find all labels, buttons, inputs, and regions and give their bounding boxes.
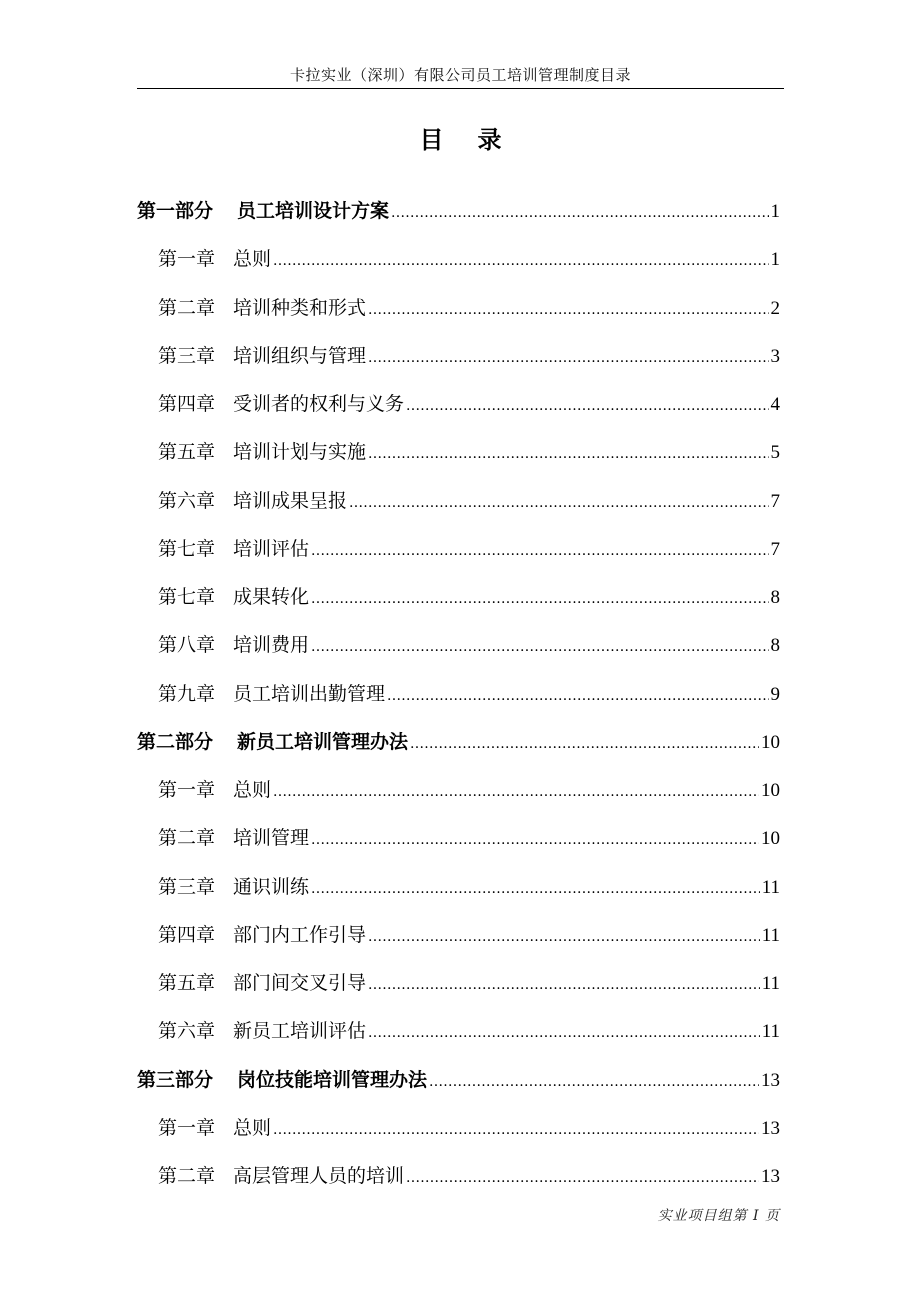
toc-entry-number: 第七章	[158, 537, 216, 560]
toc-entry-number: 第二部分	[137, 730, 214, 753]
toc-dot-leader	[349, 495, 768, 511]
header-divider	[137, 88, 784, 89]
toc-entry-number: 第九章	[158, 682, 216, 705]
toc-page-number: 13	[761, 1117, 780, 1139]
toc-dot-leader	[368, 1025, 760, 1041]
toc-page-number: 9	[770, 683, 780, 705]
toc-entry-title: 受训者的权利与义务	[233, 393, 405, 415]
toc-dot-leader	[406, 398, 768, 414]
toc-entry-title: 员工培训设计方案	[237, 200, 390, 222]
toc-page-number: 7	[770, 490, 780, 512]
toc-dot-leader	[368, 446, 768, 462]
toc-page-number: 10	[761, 828, 780, 850]
toc-entry-number: 第八章	[158, 634, 216, 657]
toc-dot-leader	[368, 977, 760, 993]
toc-entry-title: 成果转化	[233, 586, 310, 608]
toc-dot-leader	[368, 350, 768, 366]
toc-entry-title: 培训组织与管理	[233, 344, 367, 367]
toc-dot-leader	[311, 543, 768, 559]
toc-part-entry[interactable]	[137, 719, 780, 767]
toc-dot-leader	[368, 302, 768, 318]
toc-entry-title: 总则	[233, 248, 272, 271]
toc-entry-number: 第一章	[158, 779, 216, 801]
toc-chapter-entry[interactable]	[137, 478, 780, 526]
toc-dot-leader	[387, 688, 768, 704]
toc-entry-title: 部门间交叉引导	[233, 972, 367, 994]
toc-page-number: 4	[770, 394, 780, 415]
toc-page-number: 11	[761, 876, 780, 898]
toc-dot-leader	[273, 253, 768, 269]
toc-page-number: 13	[761, 1069, 780, 1091]
toc-page-number: 5	[770, 442, 780, 464]
toc-page-number: 11	[761, 924, 780, 946]
toc-chapter-entry[interactable]	[137, 864, 780, 912]
toc-entry-number: 第四章	[158, 393, 216, 415]
toc-dot-leader	[406, 1170, 759, 1186]
toc-entry-title: 培训计划与实施	[233, 441, 367, 464]
toc-entry-number: 第一章	[158, 248, 216, 271]
toc-dot-leader	[273, 784, 759, 800]
toc-chapter-entry[interactable]	[137, 574, 780, 622]
toc-entry-number: 第二章	[158, 296, 216, 319]
toc-entry-number: 第六章	[158, 1020, 216, 1043]
table-of-contents	[137, 188, 780, 1201]
toc-page-number: 3	[770, 345, 780, 367]
toc-page-number: 10	[761, 731, 780, 753]
toc-title: 目录	[419, 125, 536, 154]
toc-dot-leader	[311, 832, 759, 848]
toc-entry-number: 第二章	[158, 827, 216, 850]
toc-entry-title: 岗位技能培训管理办法	[237, 1068, 428, 1091]
toc-entry-title: 培训费用	[233, 634, 310, 657]
toc-page-number: 8	[770, 587, 780, 608]
toc-entry-number: 第七章	[158, 586, 216, 608]
toc-page-number: 11	[761, 1021, 780, 1043]
toc-entry-title: 部门内工作引导	[233, 923, 367, 946]
toc-dot-leader	[391, 205, 768, 221]
toc-part-entry[interactable]	[137, 188, 780, 236]
toc-entry-number: 第五章	[158, 972, 216, 994]
toc-dot-leader	[311, 591, 768, 607]
toc-entry-number: 第二章	[158, 1165, 216, 1187]
toc-chapter-entry[interactable]	[137, 671, 780, 719]
toc-entry-title: 通识训练	[233, 875, 310, 898]
toc-dot-leader	[368, 929, 760, 945]
toc-page-number: 1	[770, 201, 780, 222]
toc-entry-title: 新员工培训评估	[233, 1020, 367, 1043]
toc-entry-title: 培训管理	[233, 827, 310, 850]
toc-chapter-entry[interactable]	[137, 236, 780, 284]
toc-chapter-entry[interactable]	[137, 381, 780, 429]
toc-page-number: 8	[770, 635, 780, 657]
toc-entry-title: 高层管理人员的培训	[233, 1165, 405, 1187]
toc-entry-number: 第三部分	[137, 1068, 214, 1091]
toc-page-number: 11	[761, 973, 780, 994]
toc-entry-title: 员工培训出勤管理	[233, 682, 386, 705]
toc-entry-number: 第四章	[158, 923, 216, 946]
toc-entry-title: 总则	[233, 1116, 272, 1139]
page-footer: 实业项目组第 I 页	[657, 1208, 780, 1224]
toc-page-number: 7	[770, 538, 780, 560]
toc-chapter-entry[interactable]	[137, 333, 780, 381]
toc-chapter-entry[interactable]	[137, 429, 780, 477]
toc-entry-number: 第一部分	[137, 200, 214, 222]
toc-dot-leader	[410, 736, 759, 752]
toc-entry-number: 第六章	[158, 489, 216, 512]
toc-chapter-entry[interactable]	[137, 1105, 780, 1153]
toc-entry-title: 培训种类和形式	[233, 296, 367, 319]
toc-page-number: 2	[770, 297, 780, 319]
toc-page-number: 1	[770, 249, 780, 271]
running-header: 卡拉实业（深圳）有限公司员工培训管理制度目录	[289, 66, 631, 84]
toc-entry-title: 培训评估	[233, 537, 310, 560]
toc-page-number: 10	[761, 780, 780, 801]
toc-chapter-entry[interactable]	[137, 960, 780, 1008]
toc-dot-leader	[273, 1122, 759, 1138]
toc-chapter-entry[interactable]	[137, 912, 780, 960]
toc-chapter-entry[interactable]	[137, 1008, 780, 1056]
toc-entry-title: 新员工培训管理办法	[237, 730, 409, 753]
toc-chapter-entry[interactable]	[137, 815, 780, 863]
toc-page-number: 13	[761, 1166, 780, 1187]
toc-entry-number: 第一章	[158, 1116, 216, 1139]
toc-dot-leader	[311, 639, 768, 655]
toc-entry-number: 第三章	[158, 875, 216, 898]
toc-dot-leader	[429, 1074, 759, 1090]
toc-entry-title: 总则	[233, 779, 272, 801]
toc-dot-leader	[311, 881, 760, 897]
toc-chapter-entry[interactable]	[137, 285, 780, 333]
toc-chapter-entry[interactable]	[137, 526, 780, 574]
toc-part-entry[interactable]	[137, 1057, 780, 1105]
toc-chapter-entry[interactable]	[137, 767, 780, 815]
toc-chapter-entry[interactable]	[137, 622, 780, 670]
toc-entry-number: 第五章	[158, 441, 216, 464]
toc-entry-number: 第三章	[158, 344, 216, 367]
toc-entry-title: 培训成果呈报	[233, 489, 348, 512]
toc-chapter-entry[interactable]	[137, 1153, 780, 1201]
